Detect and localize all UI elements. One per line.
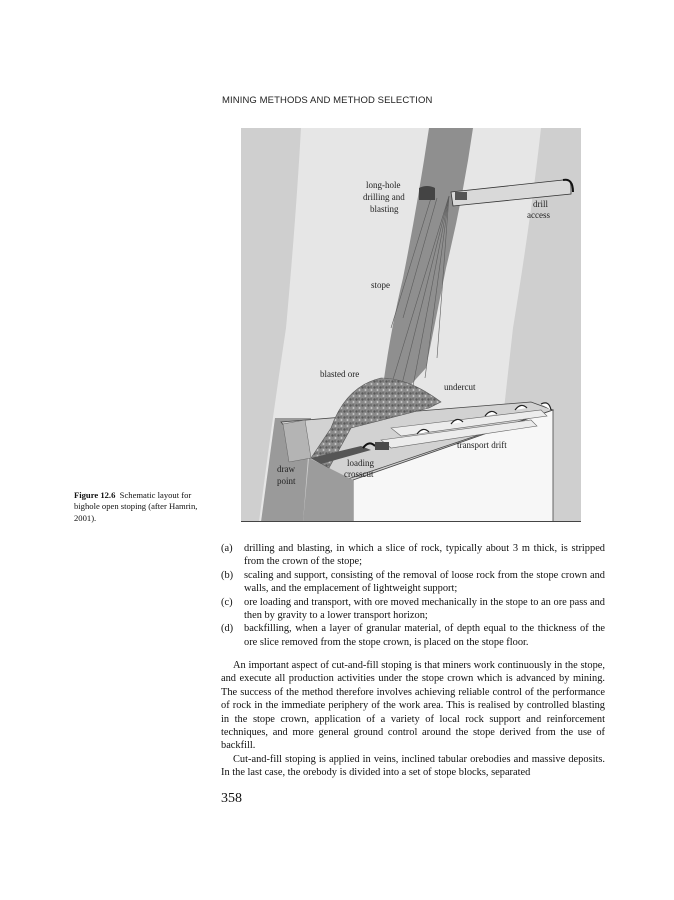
label-drill: drill bbox=[533, 199, 548, 209]
list-text: ore loading and transport, with ore moved mechanically in the stope to an ore pass and then by gravity to a lower transport horizon; bbox=[244, 596, 605, 622]
label-blasted-ore: blasted ore bbox=[320, 369, 360, 379]
list-item bbox=[221, 622, 605, 649]
list-marker: (b) bbox=[221, 569, 234, 581]
label-long-hole-1: long-hole bbox=[366, 180, 401, 190]
label-loading: loading bbox=[347, 458, 374, 468]
caption-text: Schematic layout for bighole open stoping (after Hamrin, 2001). bbox=[74, 490, 198, 523]
label-access: access bbox=[527, 210, 550, 220]
stoping-diagram bbox=[241, 128, 581, 522]
list-marker: (c) bbox=[221, 596, 233, 608]
list-text: drilling and blasting, in which a slice of rock, typically about 3 m thick, is stripped from the crown of the stope; bbox=[244, 543, 605, 568]
figure-caption bbox=[74, 490, 212, 524]
stope-cycle-list bbox=[221, 542, 605, 649]
label-long-hole-2: drilling and bbox=[363, 192, 405, 202]
page-number: 358 bbox=[221, 791, 242, 806]
label-draw: draw bbox=[277, 464, 295, 474]
label-transport-drift: transport drift bbox=[457, 440, 507, 450]
list-item bbox=[221, 542, 605, 569]
caption-label: Figure 12.6 bbox=[74, 490, 116, 500]
label-point: point bbox=[277, 476, 296, 486]
label-stope: stope bbox=[371, 280, 390, 290]
list-marker: (a) bbox=[221, 543, 233, 554]
running-head: MINING METHODS AND METHOD SELECTION bbox=[222, 95, 433, 106]
figure-12-6 bbox=[241, 128, 581, 522]
body-paragraph-1: An important aspect of cut-and-fill stoping is that miners work continuously in the stope, and execute all production activities under the stope crown which is advanced by mining. The success of the method therefore involves achieving reliable control of the performance of rock in the immediate periphery of the work area. This is realised by controlled blasting in the stope crown, application of a variety of local rock support and reinforcement techniques, and more general ground control around the stope derived from the use of backfill. bbox=[221, 660, 605, 752]
list-text: backfilling, when a layer of granular material, of depth equal to the thickness of the ore slice removed from the stope crown, is placed on the stope floor. bbox=[244, 623, 605, 648]
label-crosscut: crosscut bbox=[344, 469, 374, 479]
drill-rig bbox=[455, 192, 467, 200]
body-paragraph-2: Cut-and-fill stoping is applied in veins, inclined tabular orebodies and massive deposits. In the last case, the orebody is divided into a set of stope blocks, separated bbox=[221, 754, 605, 779]
list-marker: (d) bbox=[221, 623, 234, 635]
label-long-hole-3: blasting bbox=[370, 204, 399, 214]
label-undercut: undercut bbox=[444, 382, 476, 392]
list-item bbox=[221, 596, 605, 623]
loader bbox=[375, 442, 389, 450]
list-item bbox=[221, 569, 605, 596]
list-text: scaling and support, consisting of the removal of loose rock from the stope crown and walls, and the emplacement of lightweight support; bbox=[244, 569, 605, 595]
drill-chamber bbox=[419, 186, 435, 200]
